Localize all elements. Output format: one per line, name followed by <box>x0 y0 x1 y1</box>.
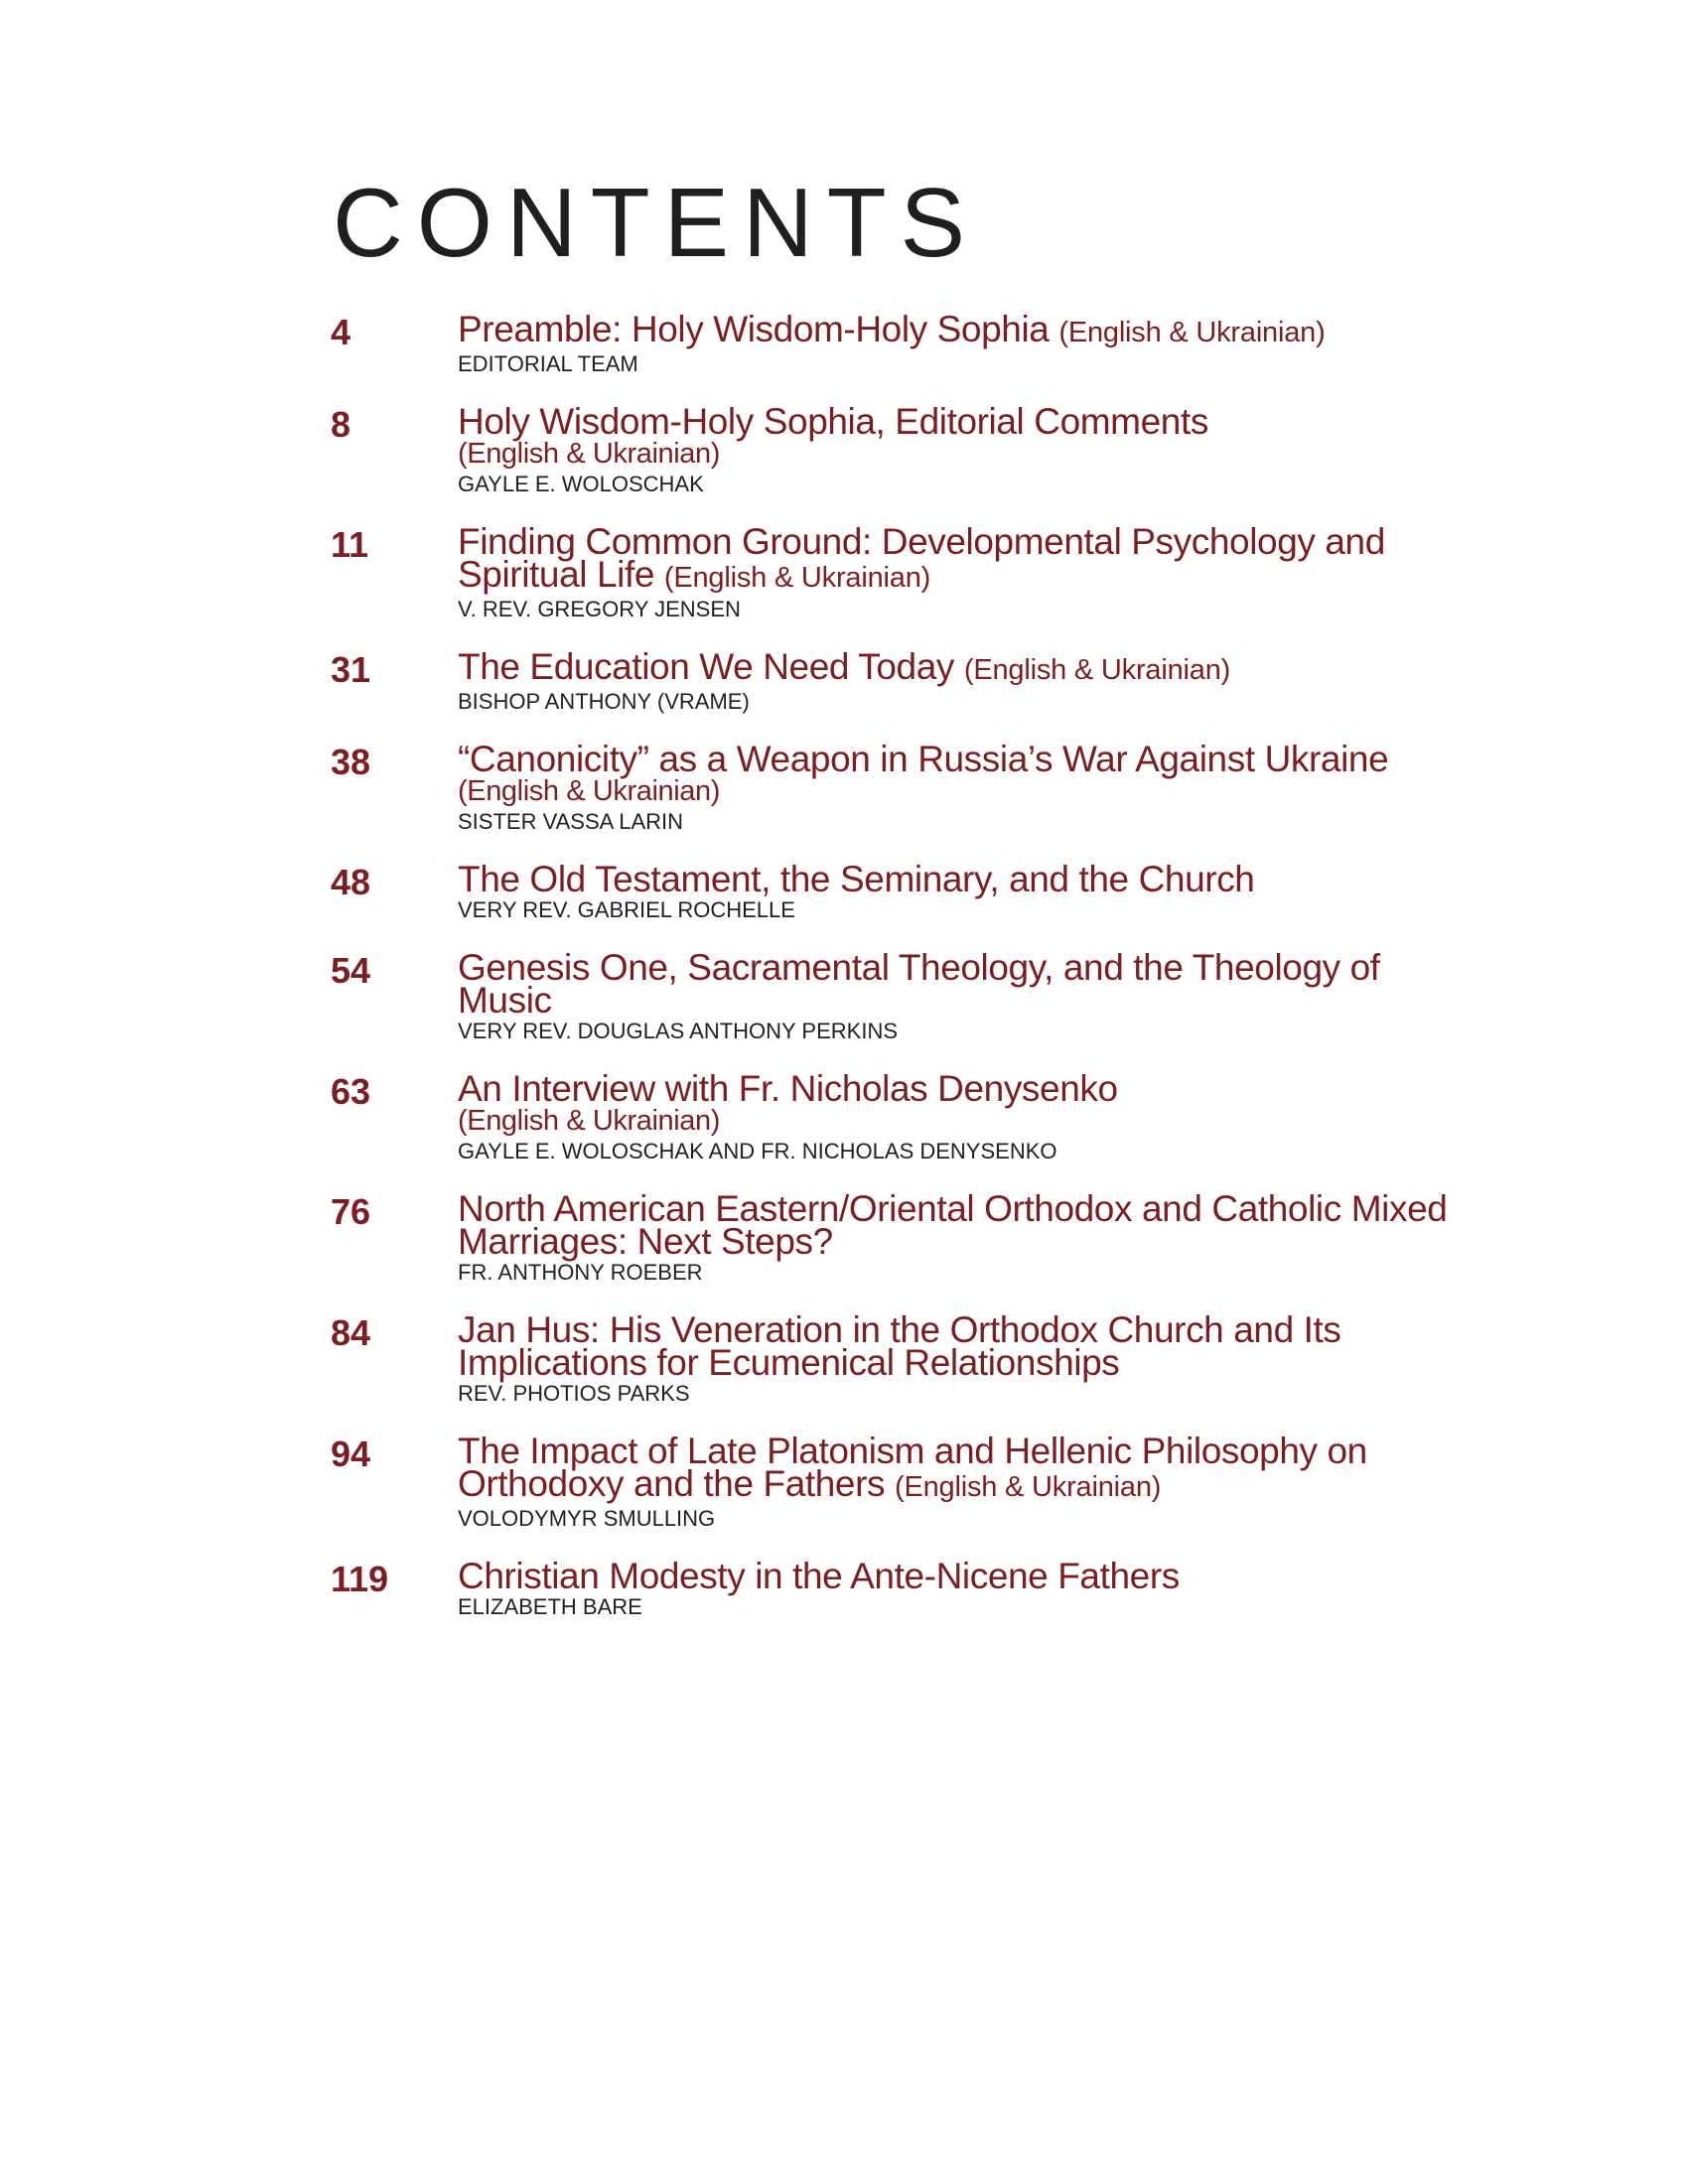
entry-body <box>458 1309 1463 1409</box>
entry-body <box>458 309 1463 379</box>
toc-entry[interactable] <box>331 401 1463 499</box>
toc-entry[interactable] <box>331 1309 1463 1409</box>
entry-author: FR. ANTHONY ROEBER <box>458 1260 703 1285</box>
toc-entry[interactable] <box>331 1068 1463 1166</box>
toc-entry[interactable] <box>331 646 1463 717</box>
entry-author: VOLODYMYR SMULLING <box>458 1506 716 1531</box>
entry-title[interactable]: “Canonicity” as a Weapon in Russia’s War Against Ukraine (English & Ukrainian) <box>458 743 1463 807</box>
page-number: 48 <box>331 862 371 902</box>
page-number: 54 <box>331 950 371 991</box>
language-note: (English & Ukrainian) <box>458 1105 720 1137</box>
language-note: (English & Ukrainian) <box>458 775 720 807</box>
entry-body <box>458 739 1463 837</box>
entry-body <box>458 859 1463 925</box>
entry-author: GAYLE E. WOLOSCHAK <box>458 472 704 496</box>
language-note: (English & Ukrainian) <box>663 562 931 594</box>
entry-author: VERY REV. GABRIEL ROCHELLE <box>458 897 795 922</box>
entry-title[interactable]: The Old Testament, the Seminary, and the Church <box>458 859 1255 899</box>
entry-title[interactable]: North American Eastern/Oriental Orthodox and Catholic Mixed Marriages: Next Steps? <box>458 1188 1448 1262</box>
entry-body <box>458 646 1463 717</box>
entry-title[interactable]: The Education We Need Today (English & Ukrainian) <box>458 646 1231 687</box>
page-number: 119 <box>331 1559 389 1599</box>
table-of-contents <box>331 309 1463 1648</box>
language-note: (English & Ukrainian) <box>1058 317 1326 348</box>
toc-entry[interactable] <box>331 859 1463 925</box>
entry-title[interactable]: Jan Hus: His Veneration in the Orthodox Church and Its Implications for Ecumenical Relationships <box>458 1309 1341 1383</box>
entry-author: GAYLE E. WOLOSCHAK AND FR. NICHOLAS DENYSENKO <box>458 1139 1057 1163</box>
page-number: 84 <box>331 1312 371 1353</box>
page-number: 38 <box>331 742 371 782</box>
page-number: 63 <box>331 1071 371 1112</box>
page-title: CONTENTS <box>333 168 979 277</box>
entry-body <box>458 401 1463 499</box>
entry-author: V. REV. GREGORY JENSEN <box>458 597 741 621</box>
entry-title[interactable]: Preamble: Holy Wisdom-Holy Sophia (English & Ukrainian) <box>458 309 1326 349</box>
entry-body <box>458 521 1463 624</box>
language-note: (English & Ukrainian) <box>963 654 1231 686</box>
entry-title[interactable]: The Impact of Late Platonism and Hellenic Philosophy on Orthodoxy and the Fathers (English & Ukrainian) <box>458 1431 1367 1504</box>
page-number: 76 <box>331 1191 371 1232</box>
entry-author: ELIZABETH BARE <box>458 1594 642 1619</box>
entry-title[interactable]: An Interview with Fr. Nicholas Denysenko (English & Ukrainian) <box>458 1072 1463 1137</box>
toc-entry[interactable] <box>331 1556 1463 1622</box>
entry-author: BISHOP ANTHONY (VRAME) <box>458 689 750 714</box>
language-note: (English & Ukrainian) <box>895 1471 1162 1503</box>
toc-entry[interactable] <box>331 309 1463 379</box>
entry-title[interactable]: Genesis One, Sacramental Theology, and the Theology of Music <box>458 947 1380 1021</box>
entry-body <box>458 1431 1463 1534</box>
toc-entry[interactable] <box>331 521 1463 624</box>
page-number: 94 <box>331 1433 371 1474</box>
toc-entry[interactable] <box>331 739 1463 837</box>
toc-entry[interactable] <box>331 947 1463 1046</box>
page-number: 8 <box>331 404 352 445</box>
page-number: 4 <box>331 312 352 352</box>
entry-title[interactable]: Christian Modesty in the Ante-Nicene Fathers <box>458 1556 1180 1596</box>
toc-entry[interactable] <box>331 1431 1463 1534</box>
entry-author: VERY REV. DOUGLAS ANTHONY PERKINS <box>458 1019 899 1043</box>
entry-body <box>458 1188 1463 1288</box>
entry-body <box>458 947 1463 1046</box>
entry-body <box>458 1068 1463 1166</box>
toc-entry[interactable] <box>331 1188 1463 1288</box>
entry-title[interactable]: Finding Common Ground: Developmental Psychology and Spiritual Life (English & Ukrainian) <box>458 521 1385 595</box>
language-note: (English & Ukrainian) <box>458 438 720 470</box>
entry-body <box>458 1556 1463 1622</box>
entry-author: SISTER VASSA LARIN <box>458 809 684 834</box>
page-number: 31 <box>331 649 371 690</box>
entry-author: REV. PHOTIOS PARKS <box>458 1381 690 1406</box>
page-number: 11 <box>331 524 369 565</box>
entry-author: EDITORIAL TEAM <box>458 351 638 376</box>
entry-title[interactable]: Holy Wisdom-Holy Sophia, Editorial Comments (English & Ukrainian) <box>458 405 1463 470</box>
